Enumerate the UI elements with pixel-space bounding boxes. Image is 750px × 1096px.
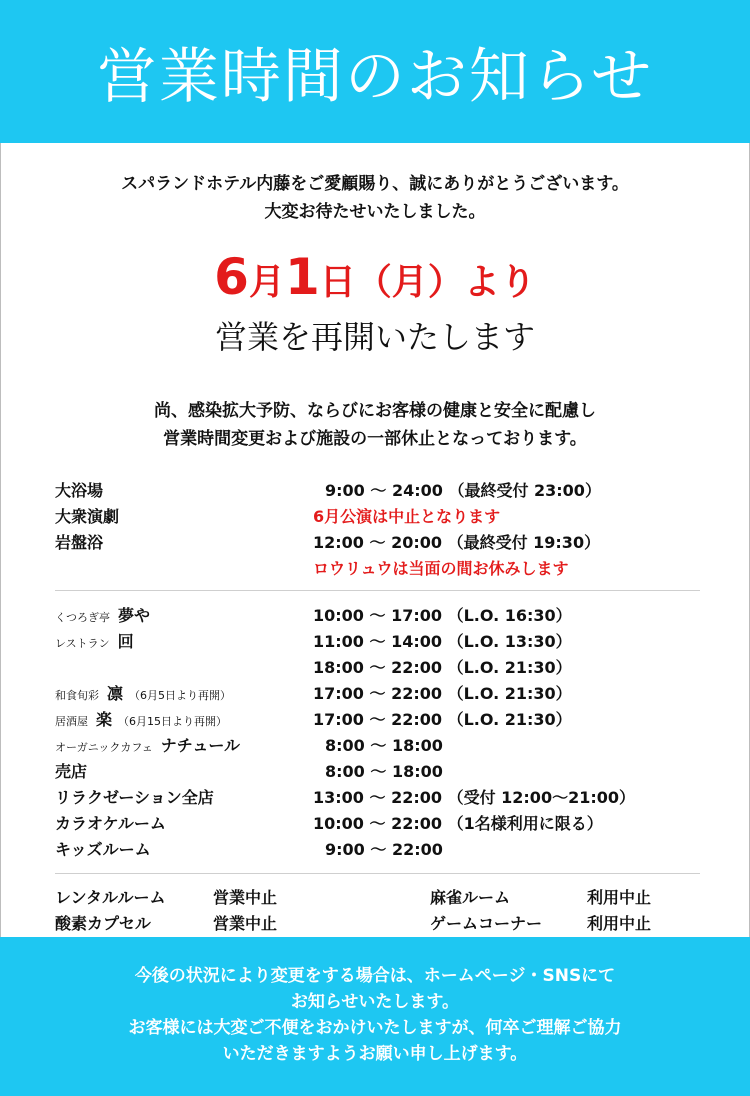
facility-row: [55, 530, 715, 556]
footer-line-3: お客様には大変ご不便をおかけいたしますが、何卒ご理解ご協力: [128, 1018, 622, 1038]
reopen-day: 1: [284, 248, 320, 306]
facility-name: 大衆演劇: [55, 507, 120, 526]
restaurant-row: [55, 603, 715, 629]
notice-line-1: 尚、感染拡大予防、ならびにお客様の健康と安全に配慮し: [154, 401, 596, 421]
footer-line-2: お知らせいたします。: [290, 992, 460, 1012]
closure-status: 営業中止: [213, 914, 278, 933]
restaurant-hours: 18:00 ～ 22:00 （L.O. 21:30）: [313, 658, 572, 677]
restaurant-category: くつろぎ亭: [55, 611, 110, 624]
facility-row: [55, 504, 715, 530]
facility-schedule: [55, 478, 715, 582]
reopen-suffix: より: [463, 262, 536, 303]
reopen-note: （6月15日より再開）: [118, 715, 228, 728]
reopen-month: 6: [214, 248, 249, 306]
restaurant-name: 凛: [107, 684, 124, 703]
restaurant-row: [55, 707, 715, 733]
restaurant-name: カラオケルーム: [55, 814, 166, 833]
restaurant-name: 夢や: [118, 606, 151, 625]
restaurant-category: 和食旬彩: [55, 689, 99, 702]
facility-name: 大浴場: [55, 481, 104, 500]
restaurant-category: レストラン: [55, 637, 110, 650]
restaurant-hours: 10:00 ～ 22:00 （1名様利用に限る）: [313, 814, 603, 833]
reopen-day-unit: 日: [319, 262, 356, 303]
restaurant-name: ナチュール: [160, 736, 240, 755]
restaurant-category: オーガニックカフェ: [55, 741, 153, 754]
closure-list: [55, 885, 715, 937]
section-divider: [55, 590, 700, 591]
page-title: 営業時間のお知らせ: [96, 41, 654, 112]
restaurant-schedule: [55, 603, 715, 863]
restaurant-row: [55, 655, 715, 681]
restaurant-category: 居酒屋: [55, 715, 88, 728]
facility-hours: 12:00 ～ 20:00 （最終受付 19:30）: [313, 533, 601, 552]
restaurant-row: [55, 681, 715, 707]
closure-name: 麻雀ルーム: [430, 888, 511, 907]
restaurant-hours: 11:00 ～ 14:00 （L.O. 13:30）: [313, 632, 572, 651]
closure-row: [55, 885, 715, 911]
greeting-line-1: スパランドホテル内藤をご愛顧賜り、誠にありがとうございます。: [121, 174, 629, 194]
restaurant-name: キッズルーム: [55, 840, 151, 859]
restaurant-hours: 9:00 ～ 22:00: [325, 840, 443, 859]
restaurant-row: [55, 629, 715, 655]
notice-line-2: 営業時間変更および施設の一部休止となっております。: [163, 429, 587, 449]
precaution-notice: [0, 397, 750, 453]
restaurant-name: リラクゼーション全店: [55, 788, 214, 807]
reopen-note: （6月5日より再開）: [129, 689, 232, 702]
restaurant-hours: 17:00 ～ 22:00 （L.O. 21:30）: [313, 684, 572, 703]
closure-name: 酸素カプセル: [55, 914, 151, 933]
restaurant-name: 楽: [96, 710, 113, 729]
closure-name: レンタルルーム: [55, 888, 166, 907]
restaurant-name: 回: [117, 632, 134, 651]
greeting-text: [0, 170, 750, 226]
restaurant-row: [55, 785, 715, 811]
header-banner: [0, 0, 750, 143]
restaurant-name: 売店: [55, 762, 88, 781]
facility-hours: 9:00 ～ 24:00 （最終受付 23:00）: [325, 481, 601, 500]
footer-banner: [0, 937, 750, 1096]
reopen-month-unit: 月: [248, 262, 285, 303]
restaurant-hours: 17:00 ～ 22:00 （L.O. 21:30）: [313, 710, 572, 729]
restaurant-hours: 8:00 ～ 18:00: [325, 736, 443, 755]
facility-row: [55, 478, 715, 504]
footer-line-4: いただきますようお願い申し上げます。: [222, 1044, 528, 1064]
section-divider: [55, 873, 700, 874]
closure-name: ゲームコーナー: [430, 914, 543, 933]
restaurant-hours: 8:00 ～ 18:00: [325, 762, 443, 781]
restaurant-hours: 10:00 ～ 17:00 （L.O. 16:30）: [313, 606, 572, 625]
restaurant-hours: 13:00 ～ 22:00 （受付 12:00～21:00）: [313, 788, 636, 807]
closure-row: [55, 911, 715, 937]
closure-status: 営業中止: [213, 888, 278, 907]
greeting-line-2: 大変お待たせいたしました。: [264, 202, 486, 222]
closure-status: 利用中止: [587, 888, 652, 907]
facility-status: ロウリュウは当面の間お休みします: [313, 559, 569, 578]
facility-status: 6月公演は中止となります: [313, 507, 501, 526]
facility-row: [55, 556, 715, 582]
reopen-date: [0, 248, 750, 306]
closure-status: 利用中止: [587, 914, 652, 933]
footer-line-1: 今後の状況により変更をする場合は、ホームページ・SNSにて: [134, 966, 616, 986]
restaurant-row: [55, 811, 715, 837]
restaurant-row: [55, 759, 715, 785]
restaurant-row: [55, 837, 715, 863]
reopen-message: 営業を再開いたします: [214, 318, 535, 356]
facility-name: 岩盤浴: [55, 533, 104, 552]
reopen-weekday: （月）: [355, 262, 464, 303]
restaurant-row: [55, 733, 715, 759]
